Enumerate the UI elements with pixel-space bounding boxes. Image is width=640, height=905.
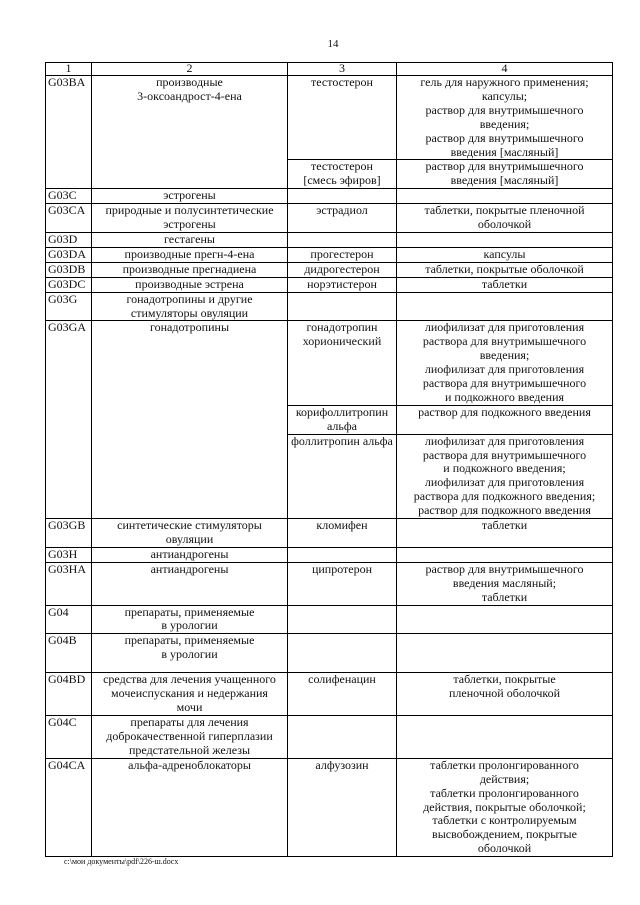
group-name-cell: гонадотропины — [92, 321, 288, 519]
drug-name-cell: тестостерон [смесь эфиров] — [288, 160, 397, 189]
dosage-forms-cell: гель для наружного применения; капсулы; раствор для внутримышечного введения; раствор для внутримышечного введения [масляный] — [397, 76, 613, 160]
drug-name-cell: солифенацин — [288, 673, 397, 716]
drug-name-cell: прогестерон — [288, 247, 397, 262]
table-row — [46, 321, 613, 405]
table-row — [46, 204, 613, 233]
atc-code-cell: G03CA — [46, 204, 92, 233]
table-row — [46, 547, 613, 562]
drug-name-cell: ципротерон — [288, 562, 397, 605]
atc-code-cell: G04BD — [46, 673, 92, 716]
group-name-cell: гонадотропины и другие стимуляторы овуляции — [92, 292, 288, 321]
footer-file-path: c:\мои документы\pdf\226-ш.docx — [64, 857, 179, 866]
table-row — [46, 292, 613, 321]
dosage-forms-cell: таблетки — [397, 277, 613, 292]
drug-name-cell: дидрогестерон — [288, 262, 397, 277]
drug-name-cell — [288, 716, 397, 759]
table-body — [46, 76, 613, 857]
dosage-forms-cell: таблетки пролонгированного действия; таблетки пролонгированного действия, покрытые оболочкой; таблетки с контролируемым высвобождением, покрытые оболочкой — [397, 758, 613, 856]
atc-code-cell: G03GB — [46, 519, 92, 548]
dosage-forms-cell: таблетки, покрытые пленочной оболочкой — [397, 673, 613, 716]
table-row — [46, 673, 613, 716]
group-name-cell: производные прегнадиена — [92, 262, 288, 277]
table-row — [46, 76, 613, 160]
drug-name-cell — [288, 634, 397, 673]
dosage-forms-cell: раствор для внутримышечного введения [масляный] — [397, 160, 613, 189]
table-row — [46, 247, 613, 262]
drug-name-cell: норэтистерон — [288, 277, 397, 292]
drug-name-cell: тестостерон — [288, 76, 397, 160]
column-header-1: 1 — [46, 63, 92, 76]
dosage-forms-cell: раствор для подкожного введения — [397, 405, 613, 434]
dosage-forms-cell — [397, 547, 613, 562]
atc-code-cell: G03G — [46, 292, 92, 321]
dosage-forms-cell — [397, 605, 613, 634]
group-name-cell: препараты, применяемые в урологии — [92, 634, 288, 673]
table-row — [46, 262, 613, 277]
atc-code-cell: G03C — [46, 189, 92, 204]
atc-code-cell: G03BA — [46, 76, 92, 189]
drug-name-cell — [288, 189, 397, 204]
drug-name-cell: гонадотропин хорионический — [288, 321, 397, 405]
table-row — [46, 562, 613, 605]
page-number: 14 — [327, 38, 339, 50]
dosage-forms-cell — [397, 189, 613, 204]
group-name-cell: природные и полусинтетические эстрогены — [92, 204, 288, 233]
table-header-row — [46, 63, 613, 76]
table-row — [46, 634, 613, 673]
group-name-cell: препараты для лечения доброкачественной гиперплазии предстательной железы — [92, 716, 288, 759]
atc-code-cell: G04 — [46, 605, 92, 634]
table-row — [46, 758, 613, 856]
dosage-forms-cell: таблетки — [397, 519, 613, 548]
group-name-cell: антиандрогены — [92, 547, 288, 562]
group-name-cell: антиандрогены — [92, 562, 288, 605]
table-row — [46, 519, 613, 548]
table-row — [46, 232, 613, 247]
atc-code-cell: G03HA — [46, 562, 92, 605]
column-header-2: 2 — [92, 63, 288, 76]
atc-code-cell: G03H — [46, 547, 92, 562]
atc-code-cell: G03DB — [46, 262, 92, 277]
drug-name-cell: фоллитропин альфа — [288, 434, 397, 518]
drug-name-cell: кломифен — [288, 519, 397, 548]
drug-name-cell: корифоллитропин альфа — [288, 405, 397, 434]
group-name-cell: гестагены — [92, 232, 288, 247]
dosage-forms-cell — [397, 232, 613, 247]
table-row — [46, 277, 613, 292]
drug-name-cell — [288, 292, 397, 321]
table-row — [46, 716, 613, 759]
atc-code-cell: G03DA — [46, 247, 92, 262]
group-name-cell: средства для лечения учащенного мочеиспускания и недержания мочи — [92, 673, 288, 716]
drug-name-cell — [288, 232, 397, 247]
drug-name-cell — [288, 605, 397, 634]
group-name-cell: альфа-адреноблокаторы — [92, 758, 288, 856]
drug-name-cell: алфузозин — [288, 758, 397, 856]
atc-code-cell: G03D — [46, 232, 92, 247]
drug-name-cell — [288, 547, 397, 562]
dosage-forms-cell — [397, 634, 613, 673]
group-name-cell: препараты, применяемые в урологии — [92, 605, 288, 634]
dosage-forms-cell: таблетки, покрытые пленочной оболочкой — [397, 204, 613, 233]
table-row — [46, 189, 613, 204]
group-name-cell: синтетические стимуляторы овуляции — [92, 519, 288, 548]
atc-code-cell: G03DC — [46, 277, 92, 292]
drug-name-cell: эстрадиол — [288, 204, 397, 233]
group-name-cell: производные прегн-4-ена — [92, 247, 288, 262]
column-header-3: 3 — [288, 63, 397, 76]
group-name-cell: эстрогены — [92, 189, 288, 204]
dosage-forms-cell: раствор для внутримышечного введения масляный; таблетки — [397, 562, 613, 605]
dosage-forms-cell: лиофилизат для приготовления раствора для внутримышечного и подкожного введения; лиофилизат для приготовления раствора для подкожного введения; раствор для подкожного введения — [397, 434, 613, 518]
atc-code-cell: G03GA — [46, 321, 92, 519]
group-name-cell: производные 3-оксоандрост-4-ена — [92, 76, 288, 189]
dosage-forms-cell: капсулы — [397, 247, 613, 262]
dosage-forms-cell: таблетки, покрытые оболочкой — [397, 262, 613, 277]
column-header-4: 4 — [397, 63, 613, 76]
dosage-forms-cell: лиофилизат для приготовления раствора для внутримышечного введения; лиофилизат для приготовления раствора для внутримышечного и подкожного введения — [397, 321, 613, 405]
atc-code-cell: G04B — [46, 634, 92, 673]
table-row — [46, 605, 613, 634]
dosage-forms-cell — [397, 716, 613, 759]
dosage-forms-cell — [397, 292, 613, 321]
atc-code-cell: G04C — [46, 716, 92, 759]
group-name-cell: производные эстрена — [92, 277, 288, 292]
drug-table — [45, 62, 613, 857]
atc-code-cell: G04CA — [46, 758, 92, 856]
